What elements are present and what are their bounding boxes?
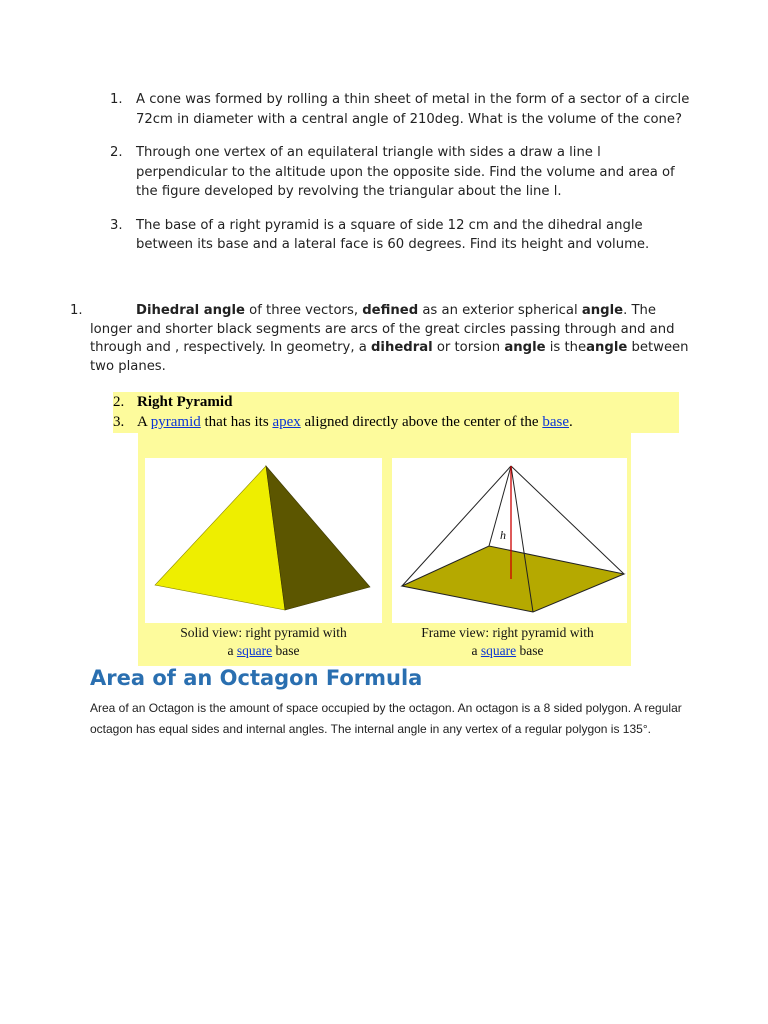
caption-line: Solid view: right pyramid with	[180, 625, 347, 640]
bold-term: angle	[586, 340, 628, 355]
definition-text	[70, 302, 690, 376]
caption-fragment: base	[272, 643, 300, 658]
base-link[interactable]: base	[542, 414, 569, 430]
question-text: Through one vertex of an equilateral triangle with sides a draw a line l perpendicular to the altitude upon the opposite side. Find the volume and area of the figure developed by revolving the triangular about the line l.	[136, 145, 675, 199]
question-item	[110, 143, 690, 202]
list-number: 2.	[113, 394, 125, 410]
bold-term: defined	[362, 303, 419, 318]
definition-fragment: that has its	[200, 414, 273, 430]
definition-fragment: or torsion	[432, 340, 505, 355]
definition-number: 1.	[70, 303, 83, 318]
apex-link[interactable]: apex	[272, 414, 301, 430]
definition-fragment: A	[137, 414, 151, 430]
definition-fragment: as an exterior spherical	[418, 303, 582, 318]
square-link[interactable]: square	[236, 643, 273, 658]
definition-fragment: .	[568, 414, 573, 430]
definition-fragment: . The longer and shorter black segments are arcs of the great circles passing through and and through and , respectively. In geometry, a	[90, 303, 675, 355]
solid-pyramid-image	[145, 458, 382, 623]
question-number: 2.	[110, 145, 123, 160]
definition-fragment: is the	[545, 340, 587, 355]
dihedral-definition	[70, 302, 690, 376]
bold-term: dihedral	[370, 340, 433, 355]
caption-line: Frame view: right pyramid with	[421, 625, 594, 640]
caption-fragment: a	[471, 643, 481, 658]
solid-view-panel	[145, 458, 382, 623]
definition-fragment: between two planes.	[90, 340, 689, 374]
question-text: A cone was formed by rolling a thin sheet of metal in the form of a sector of a circle 72cm in diameter with a central angle of 210deg. What is the volume of the cone?	[136, 92, 690, 127]
caption-line	[145, 642, 382, 660]
list-number: 3.	[113, 414, 125, 430]
bold-term: angle	[581, 303, 624, 318]
right-pyramid-title: Right Pyramid	[137, 394, 233, 410]
caption-fragment: base	[516, 643, 544, 658]
pyramid-base-square	[402, 546, 624, 612]
definition-fragment: of three vectors,	[244, 303, 363, 318]
octagon-paragraph: Area of an Octagon is the amount of space occupied by the octagon. An octagon is a 8 sided polygon. A regular octagon has equal sides and internal angles. The internal angle in any vertex of a regular polygon is 135°.	[90, 701, 682, 736]
bold-term: angle	[504, 340, 546, 355]
question-number: 3.	[110, 217, 123, 233]
solid-view-caption	[145, 624, 382, 660]
frame-pyramid-image	[392, 458, 627, 623]
bold-term: Dihedral angle	[136, 303, 245, 318]
frame-view-caption	[389, 624, 626, 660]
octagon-heading: Area of an Octagon Formula	[90, 666, 423, 690]
right-pyramid-definition	[137, 414, 573, 431]
question-list	[110, 90, 690, 269]
pyramid-link[interactable]: pyramid	[150, 414, 201, 430]
definition-fragment: aligned directly above the center of the	[300, 414, 543, 430]
height-label: h	[500, 528, 506, 542]
caption-fragment: a	[227, 643, 237, 658]
caption-line	[389, 642, 626, 660]
pyramid-light-face	[155, 466, 285, 610]
question-item	[110, 90, 690, 129]
square-link[interactable]: square	[480, 643, 517, 658]
question-text: The base of a right pyramid is a square of side 12 cm and the dihedral angle between its base and a lateral face is 60 degrees. Find its height and volume.	[136, 217, 650, 252]
question-item	[110, 216, 690, 255]
question-number: 1.	[110, 92, 123, 107]
frame-view-panel	[392, 458, 627, 623]
